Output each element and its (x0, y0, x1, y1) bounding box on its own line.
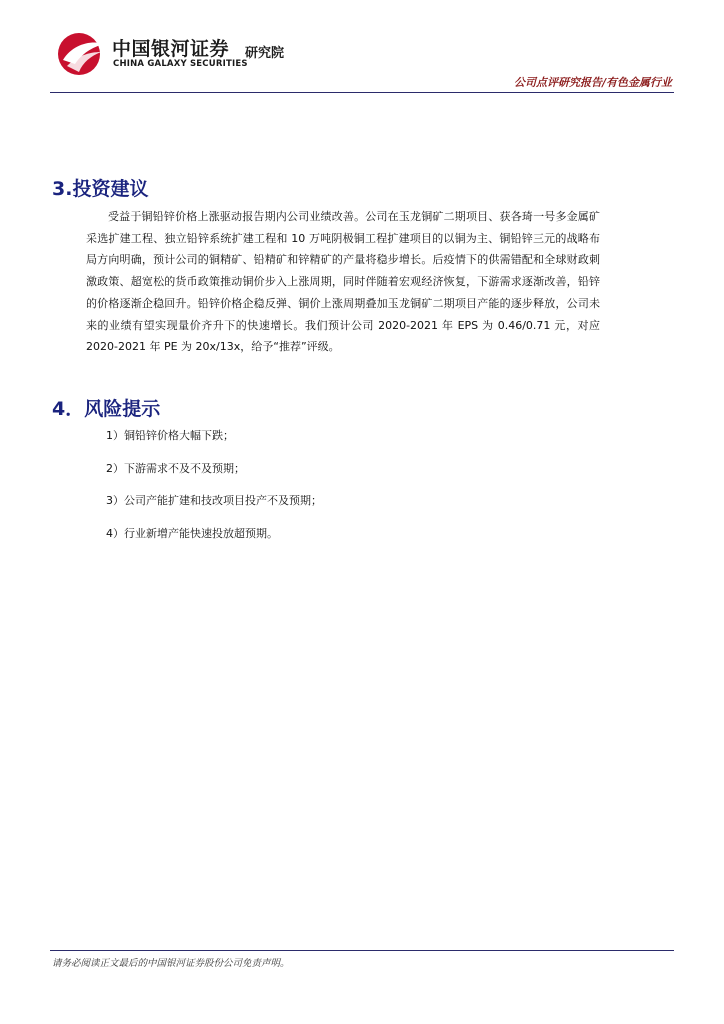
risk-item: 2）下游需求不及不及预期； (106, 461, 245, 475)
institute-label: 研究院 (245, 46, 285, 61)
section-heading-risk: 4．风险提示 (52, 398, 161, 420)
risk-list (106, 427, 322, 557)
section-heading-investment: 3.投资建议 (52, 178, 149, 200)
company-name-en: CHINA GALAXY SECURITIES (113, 59, 248, 69)
report-type-label: 公司点评研究报告/有色金属行业 (513, 76, 672, 89)
footer-disclaimer: 请务必阅读正文最后的中国银河证券股份公司免责声明。 (52, 958, 290, 969)
investment-paragraph: 受益于铜铅锌价格上涨驱动报告期内公司业绩改善。公司在玉龙铜矿二期项目、获各琦一号多金属矿采选扩建工程、独立铅锌系统扩建工程和 10 万吨阴极铜工程扩建项目的以铜为主、铜铅锌三元的战略布局方向明确，预计公司的铜精矿、铅精矿和锌精矿的产量将稳步增长。后疫情下的供需错配和全球财政刺激政策、超宽松的货币政策推动铜价步入上涨周期，同时伴随着宏观经济恢复，下游需求逐渐改善，铅锌的价格逐渐企稳回升。铅锌价格企稳反弹、铜价上涨周期叠加玉龙铜矿二期项目产能的逐步释放，公司未来的业绩有望实现量价齐升下的快速增长。我们预计公司 2020-2021 年 EPS 为 0.46/0.71 元，对应 2020-2021 年 PE 为 20x/13x，给予“推荐”评级。 (86, 210, 600, 354)
company-name-cn: 中国银河证券 (112, 38, 230, 60)
risk-item: 3）公司产能扩建和技改项目投产不及预期； (106, 494, 322, 507)
risk-item: 4）行业新增产能快速投放超预期。 (106, 526, 278, 540)
header-divider (50, 92, 674, 93)
galaxy-logo-icon (55, 30, 107, 78)
risk-item: 1）铜铅锌价格大幅下跌； (106, 429, 234, 442)
footer-divider (50, 950, 674, 951)
header-logo (55, 30, 315, 78)
